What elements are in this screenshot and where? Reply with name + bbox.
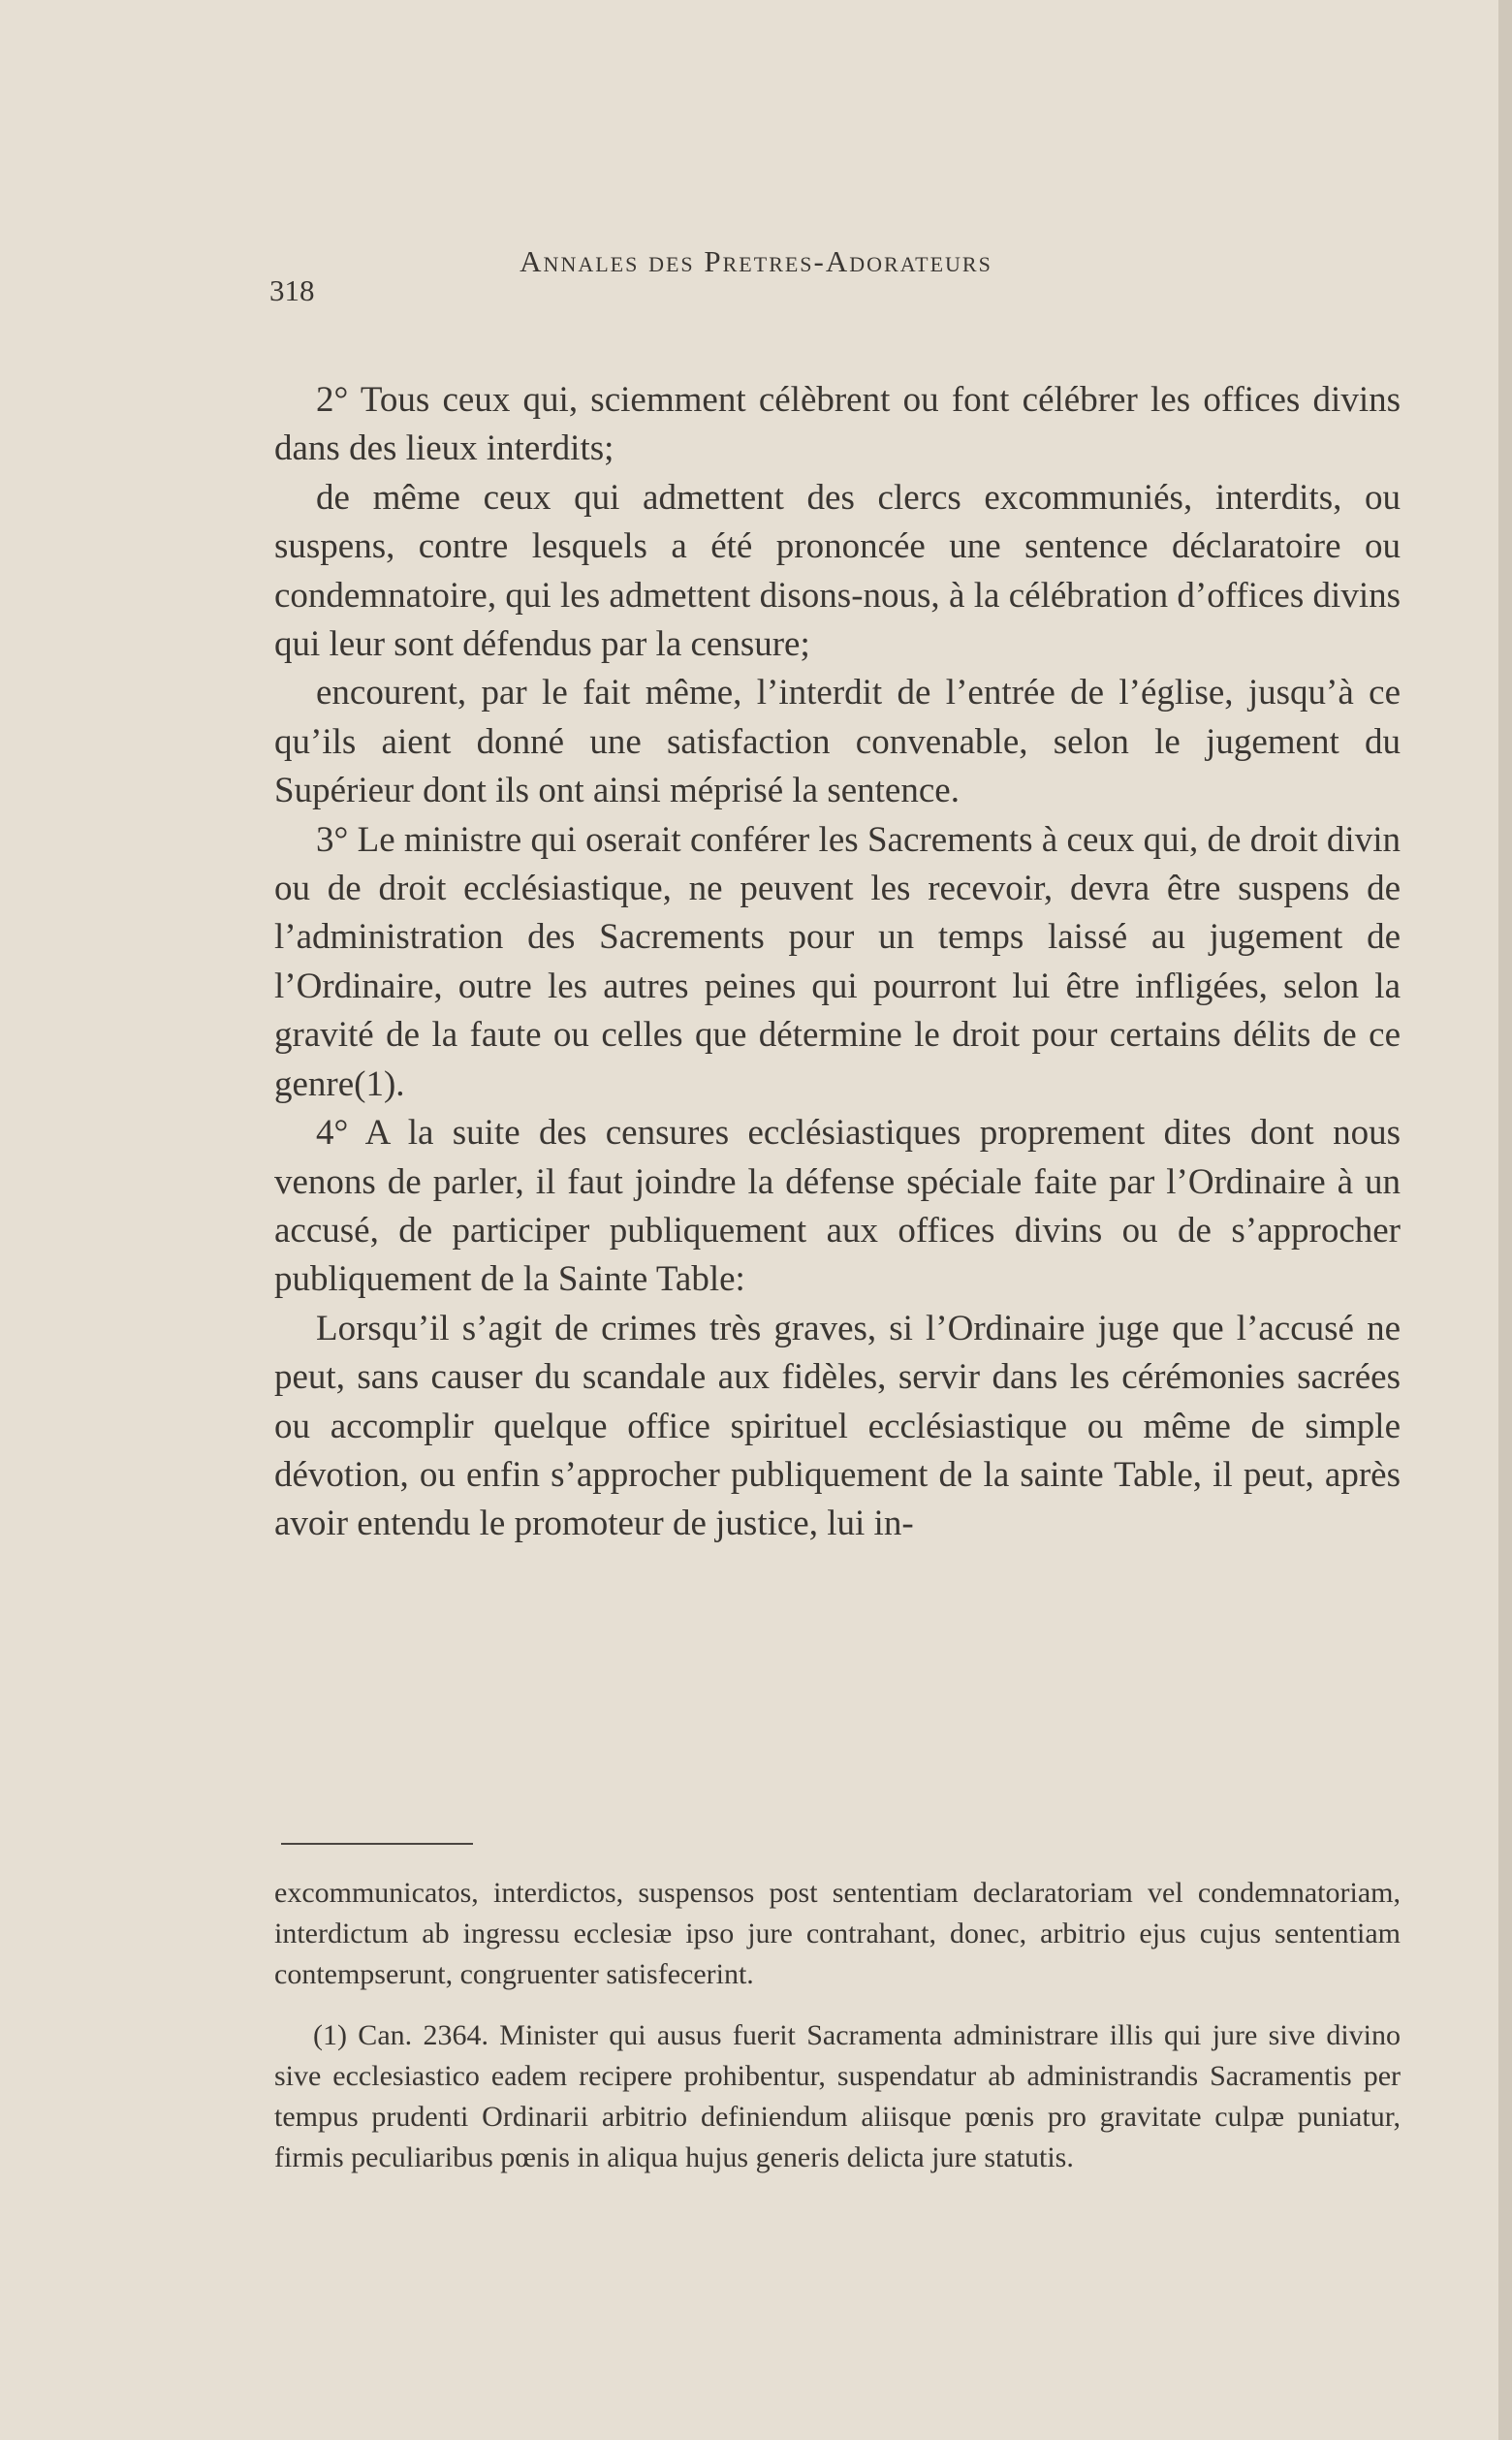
paragraph: 2° Tous ceux qui, sciemment célèbrent ou font célébrer les offices divins dans des lieux interdits;	[274, 380, 1401, 469]
paragraph: 3° Le ministre qui oserait conférer les Sacrements à ceux qui, de droit divin ou de droit ecclésiastique, ne peuvent les recevoir, devra être suspens de l’administration des Sacrements pour un temps laissé au jugement de l’Ordinaire, outre les autres peines qui pourront lui être infligées, selon la gravité de la faute ou celles que détermine le droit pour certains délits de ce genre(1).	[274, 819, 1401, 1104]
body-text	[274, 376, 1401, 1549]
page-edge	[1498, 0, 1512, 2440]
footnotes	[274, 1873, 1401, 2178]
paragraph: Lorsqu’il s’agit de crimes très graves, si l’Ordinaire juge que l’accusé ne peut, sans causer du scandale aux fidèles, servir dans les cérémonies sacrées ou accomplir quelque office spirituel ecclésiastique ou même de simple dévotion, ou enfin s’approcher publiquement de la sainte Table, il peut, après avoir entendu le promoteur de justice, lui in-	[274, 1308, 1401, 1544]
footnote-continuation: excommunicatos, interdictos, suspensos post sententiam declaratoriam vel condemnatoriam, interdictum ab ingressu ecclesiæ ipso jure contrahant, donec, arbitrio ejus cujus sententiam contempserunt, congruenter satisfecerint.	[274, 1877, 1401, 1990]
paragraph: encourent, par le fait même, l’interdit de l’entrée de l’église, jusqu’à ce qu’ils aient donné une satisfaction convenable, selon le jugement du Supérieur dont ils ont ainsi méprisé la sentence.	[274, 673, 1401, 811]
page-number: 318	[269, 273, 315, 307]
footnote-1: (1) Can. 2364. Minister qui ausus fuerit Sacramenta administrare illis qui jure sive divino sive ecclesiastico eadem recipere prohibentur, suspendatur ab administrandis Sacramentis per tempus prudenti Ordinarii arbitrio definiendum aliisque pœnis pro gravitate culpæ puniatur, firmis peculiaribus pœnis in aliqua hujus generis delicta jure statutis.	[274, 2019, 1401, 2173]
running-head: Annales des Pretres-Adorateurs	[520, 244, 992, 278]
paragraph: de même ceux qui admettent des clercs excommuniés, interdits, ou suspens, contre lesquels a été prononcée une sentence déclaratoire ou condemnatoire, qui les admettent disons-nous, à la célébration d’offices divins qui leur sont défendus par la censure;	[274, 477, 1401, 665]
paragraph: 4° A la suite des censures ecclésiastiques proprement dites dont nous venons de parler, il faut joindre la défense spéciale faite par l’Ordinaire à un accusé, de participer publiquement aux offices divins ou de s’approcher publiquement de la Sainte Table:	[274, 1113, 1401, 1300]
footnote-rule	[281, 1843, 473, 1845]
